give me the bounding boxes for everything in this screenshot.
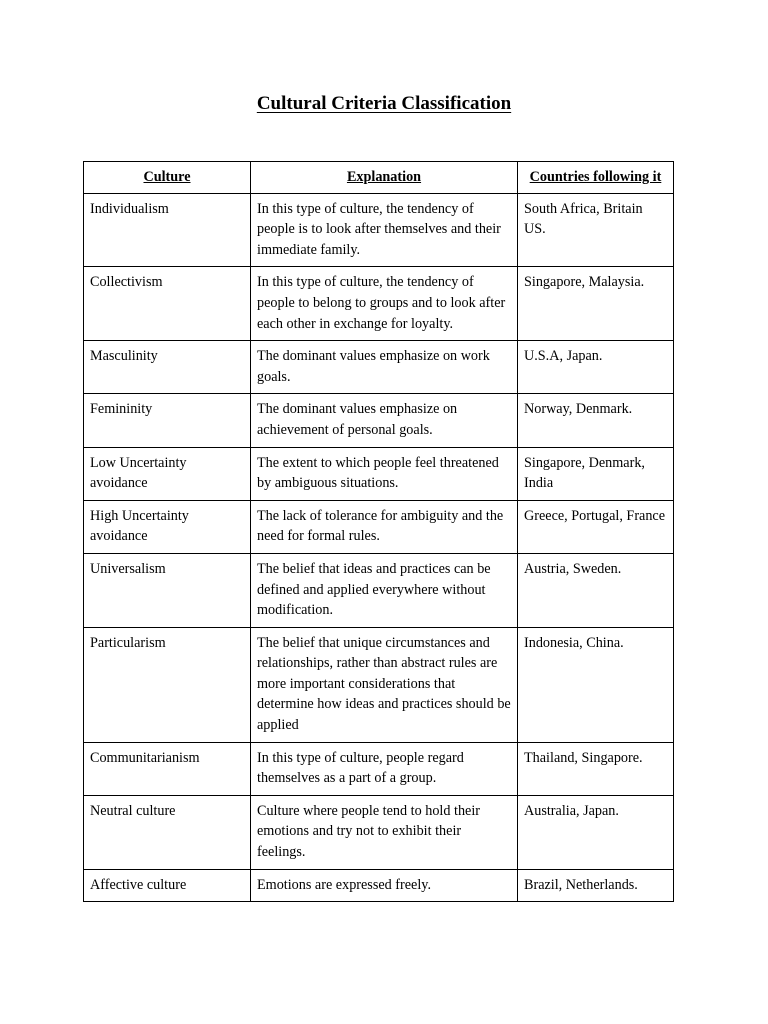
culture-cell: High Uncertainty avoidance xyxy=(84,500,251,553)
explanation-cell: The belief that ideas and practices can be defined and applied everywhere without modification. xyxy=(251,553,518,627)
table-row xyxy=(84,447,674,500)
countries-cell: Brazil, Netherlands. xyxy=(518,869,674,902)
countries-cell: Australia, Japan. xyxy=(518,795,674,869)
table-header-row xyxy=(84,162,674,194)
countries-cell: Singapore, Malaysia. xyxy=(518,267,674,341)
culture-cell: Masculinity xyxy=(84,341,251,394)
explanation-cell: Emotions are expressed freely. xyxy=(251,869,518,902)
countries-cell: U.S.A, Japan. xyxy=(518,341,674,394)
countries-cell: Greece, Portugal, France xyxy=(518,500,674,553)
countries-cell: Thailand, Singapore. xyxy=(518,742,674,795)
explanation-cell: The extent to which people feel threatened by ambiguous situations. xyxy=(251,447,518,500)
page-title: Cultural Criteria Classification xyxy=(256,93,512,114)
culture-cell: Low Uncertainty avoidance xyxy=(84,447,251,500)
culture-cell: Neutral culture xyxy=(84,795,251,869)
explanation-cell: The dominant values emphasize on achievement of personal goals. xyxy=(251,394,518,447)
culture-cell: Universalism xyxy=(84,553,251,627)
explanation-cell: In this type of culture, the tendency of people to belong to groups and to look after each other in exchange for loyalty. xyxy=(251,267,518,341)
cultural-criteria-table xyxy=(83,161,674,902)
culture-cell: Particularism xyxy=(84,627,251,742)
table-row xyxy=(84,627,674,742)
culture-cell: Femininity xyxy=(84,394,251,447)
culture-cell: Affective culture xyxy=(84,869,251,902)
explanation-cell: The dominant values emphasize on work goals. xyxy=(251,341,518,394)
header-countries: Countries following it xyxy=(518,162,674,194)
countries-cell: Singapore, Denmark, India xyxy=(518,447,674,500)
table-row xyxy=(84,795,674,869)
explanation-cell: In this type of culture, people regard themselves as a part of a group. xyxy=(251,742,518,795)
countries-cell: Indonesia, China. xyxy=(518,627,674,742)
table-row xyxy=(84,267,674,341)
table-row xyxy=(84,869,674,902)
table-row xyxy=(84,394,674,447)
explanation-cell: The lack of tolerance for ambiguity and the need for formal rules. xyxy=(251,500,518,553)
table-row xyxy=(84,341,674,394)
explanation-cell: The belief that unique circumstances and relationships, rather than abstract rules are more important considerations that determine how ideas and practices should be applied xyxy=(251,627,518,742)
countries-cell: Norway, Denmark. xyxy=(518,394,674,447)
culture-cell: Collectivism xyxy=(84,267,251,341)
table-row xyxy=(84,193,674,267)
table-row xyxy=(84,553,674,627)
header-explanation: Explanation xyxy=(251,162,518,194)
countries-cell: South Africa, Britain US. xyxy=(518,193,674,267)
explanation-cell: In this type of culture, the tendency of people is to look after themselves and their immediate family. xyxy=(251,193,518,267)
culture-cell: Individualism xyxy=(84,193,251,267)
culture-cell: Communitarianism xyxy=(84,742,251,795)
header-culture: Culture xyxy=(84,162,251,194)
explanation-cell: Culture where people tend to hold their emotions and try not to exhibit their feelings. xyxy=(251,795,518,869)
countries-cell: Austria, Sweden. xyxy=(518,553,674,627)
table-row xyxy=(84,500,674,553)
table-row xyxy=(84,742,674,795)
